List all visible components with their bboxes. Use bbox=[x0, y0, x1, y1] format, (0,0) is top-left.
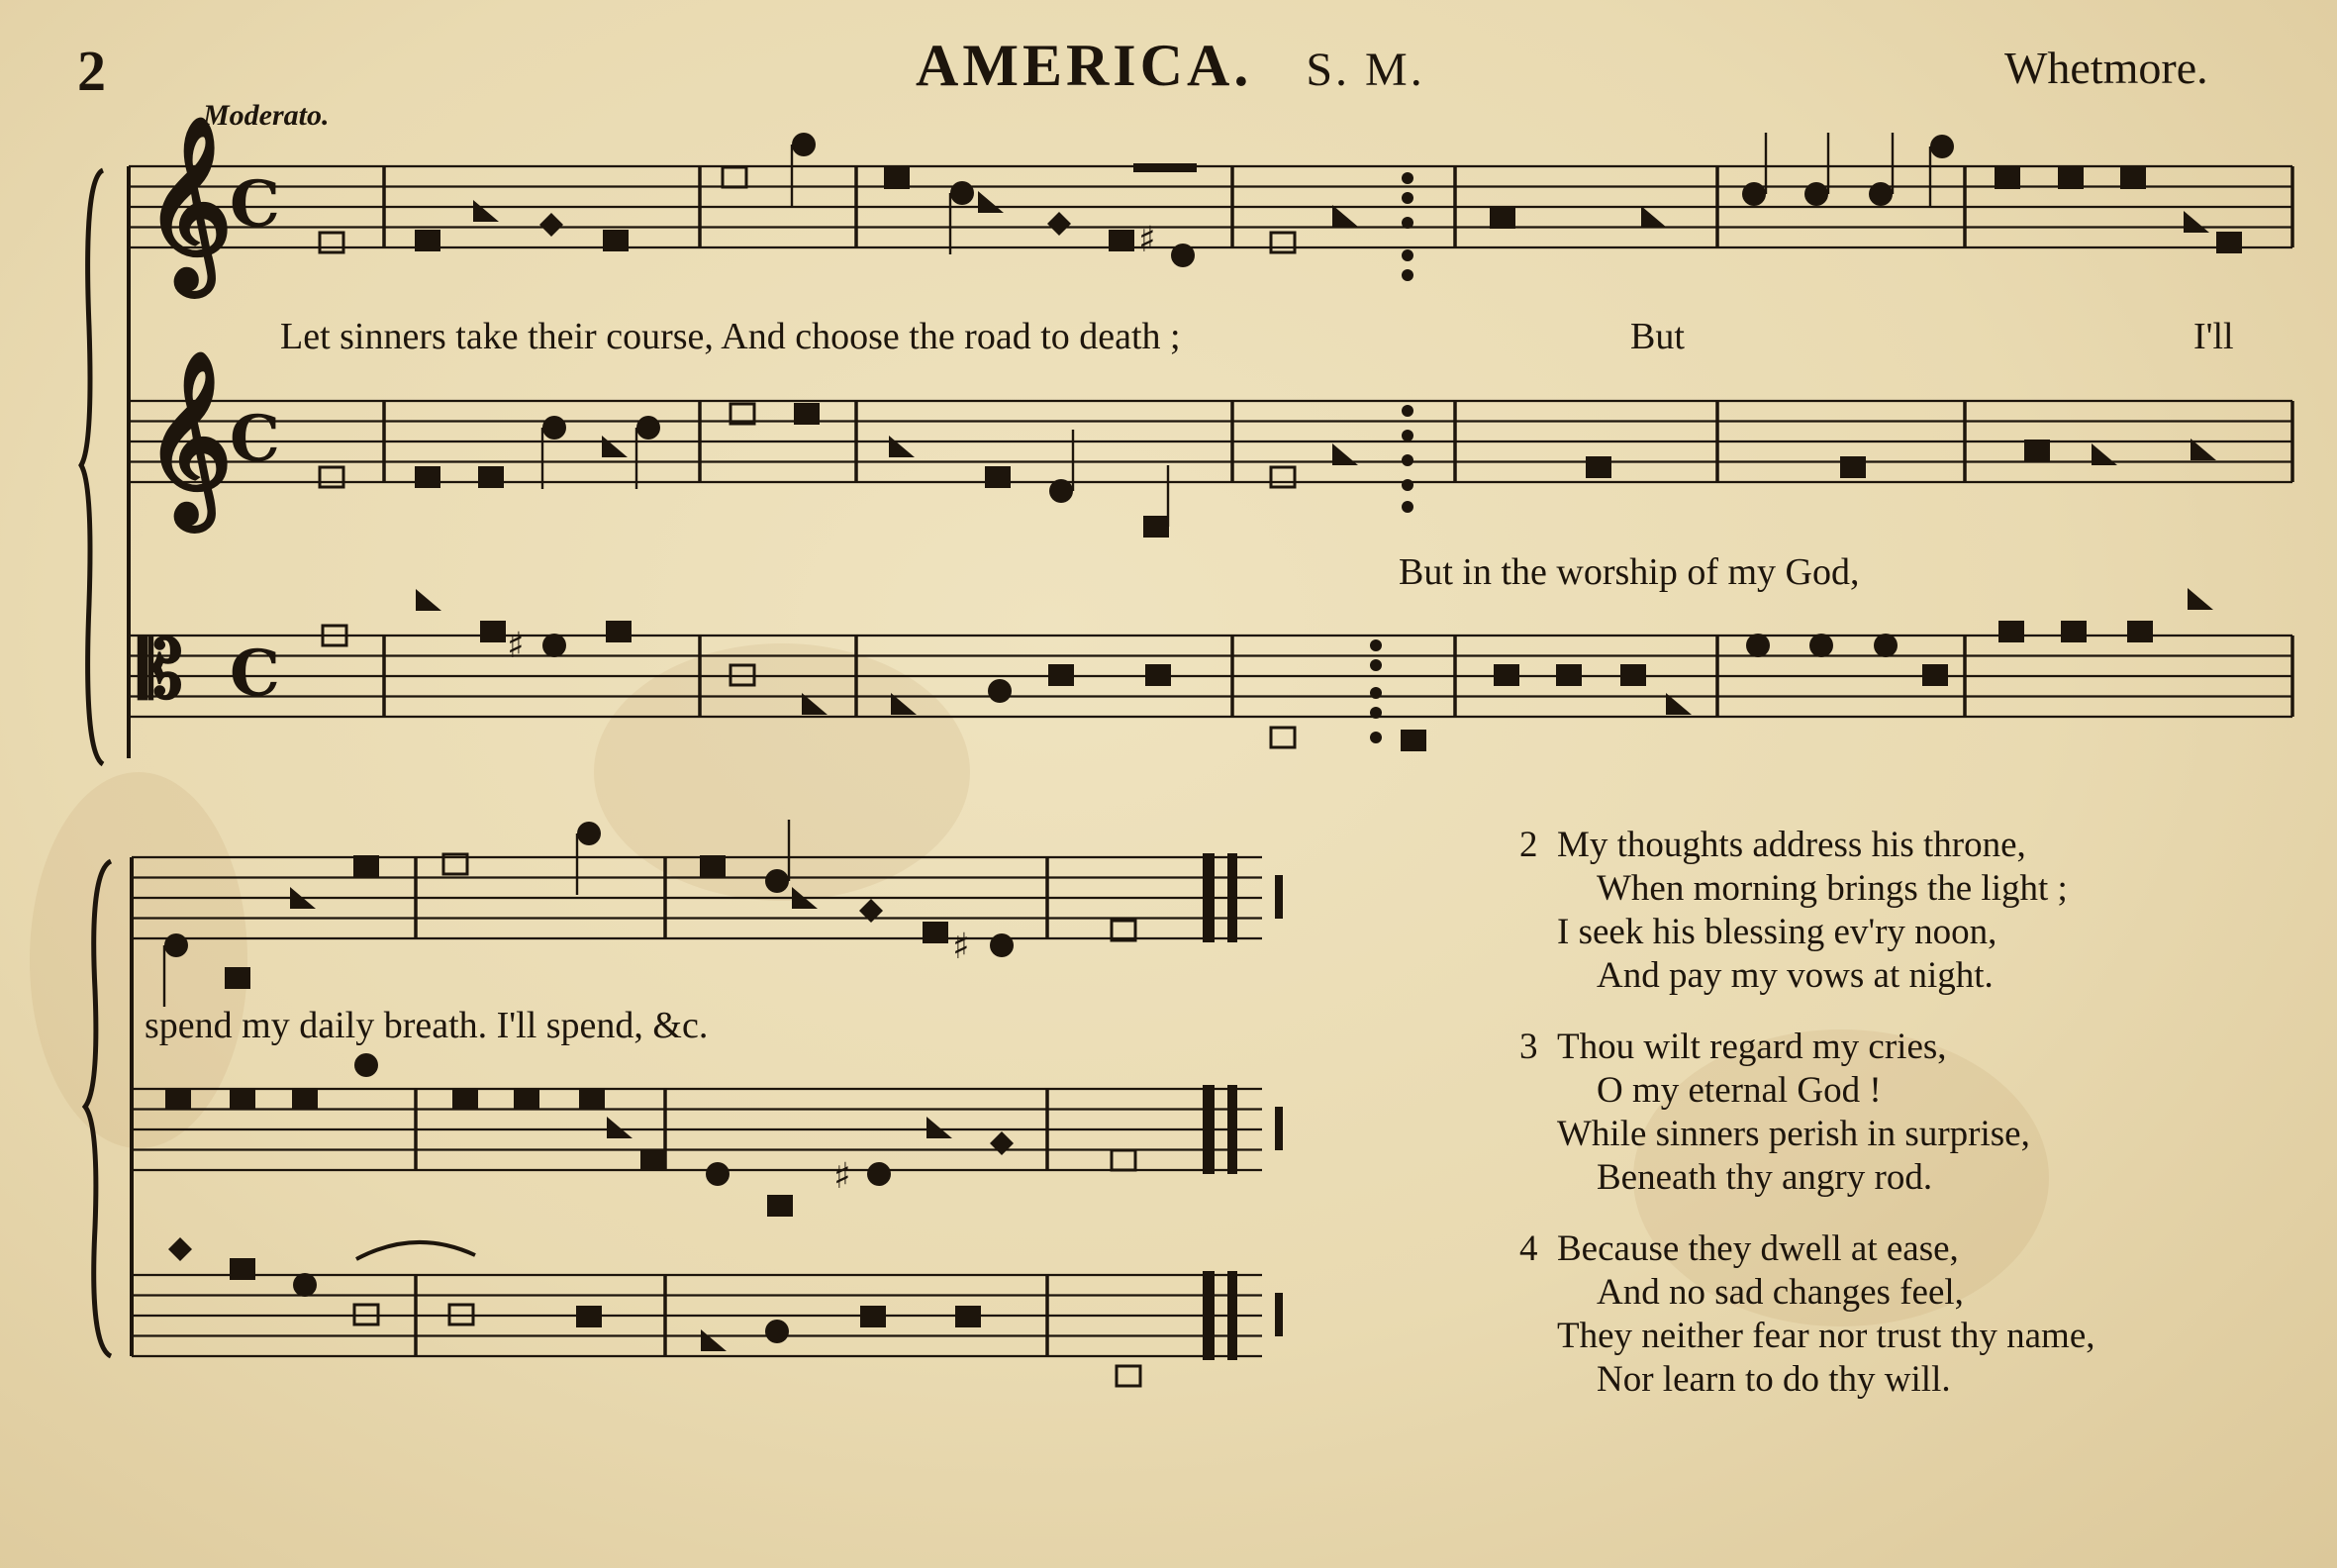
note bbox=[990, 1131, 1014, 1155]
note-beam bbox=[1133, 163, 1197, 172]
note bbox=[723, 167, 746, 187]
note bbox=[168, 1237, 192, 1261]
lyric-line-1-ill: I'll bbox=[2193, 316, 2234, 357]
sharp-sign: ♯ bbox=[833, 1155, 851, 1197]
tune-title: AMERICA. bbox=[916, 33, 1253, 98]
repeat-dot bbox=[1370, 639, 1382, 651]
note bbox=[353, 855, 379, 877]
note bbox=[2127, 621, 2153, 642]
note bbox=[636, 416, 660, 440]
note bbox=[1742, 182, 1766, 206]
repeat-dot bbox=[1370, 707, 1382, 719]
note bbox=[988, 679, 1012, 703]
time-signature: C bbox=[230, 402, 280, 476]
note bbox=[2120, 167, 2146, 189]
note bbox=[225, 967, 250, 989]
verse-3 bbox=[1519, 1026, 2095, 1200]
note bbox=[478, 466, 504, 488]
note bbox=[706, 1162, 730, 1186]
note bbox=[230, 1258, 255, 1280]
treble-clef-icon: 𝄞 bbox=[145, 349, 233, 524]
verse-number: 2 bbox=[1519, 825, 1538, 865]
note bbox=[955, 1306, 981, 1327]
lyric-line-3: spend my daily breath. I'll spend, &c. bbox=[145, 1005, 709, 1046]
repeat-dot bbox=[1370, 659, 1382, 671]
note bbox=[577, 822, 601, 845]
note bbox=[1271, 233, 1295, 252]
verse-line: Thou wilt regard my cries, bbox=[1557, 1027, 1947, 1067]
note bbox=[164, 933, 188, 957]
repeat-dot bbox=[1402, 192, 1413, 204]
note bbox=[320, 467, 343, 487]
verse-number: 3 bbox=[1519, 1027, 1538, 1067]
note bbox=[1620, 664, 1646, 686]
composer-name: Whetmore. bbox=[2004, 43, 2208, 93]
note bbox=[1048, 664, 1074, 686]
note bbox=[1109, 230, 1134, 251]
note bbox=[293, 1273, 317, 1297]
repeat-dot bbox=[1402, 172, 1413, 184]
note bbox=[473, 200, 499, 222]
verse-line: Beneath thy angry rod. bbox=[1597, 1157, 1933, 1198]
note bbox=[1143, 516, 1169, 538]
repeat-dot bbox=[1402, 249, 1413, 261]
note bbox=[700, 855, 726, 877]
sharp-sign: ♯ bbox=[952, 926, 970, 967]
note bbox=[1809, 634, 1833, 657]
note bbox=[2061, 621, 2087, 642]
note bbox=[889, 436, 915, 457]
note bbox=[606, 621, 632, 642]
system2-brace bbox=[85, 861, 111, 1356]
verse-line: And no sad changes feel, bbox=[1597, 1272, 1964, 1313]
note bbox=[607, 1117, 633, 1138]
verses-block bbox=[1519, 824, 2095, 1429]
note bbox=[1490, 207, 1515, 229]
note bbox=[2058, 167, 2084, 189]
note bbox=[794, 403, 820, 425]
repeat-dot bbox=[1402, 430, 1413, 441]
note bbox=[1171, 244, 1195, 267]
note bbox=[1271, 728, 1295, 747]
treble-clef-icon: 𝄞 bbox=[145, 115, 233, 289]
note bbox=[2188, 588, 2213, 610]
verse-line: My thoughts address his throne, bbox=[1557, 825, 2026, 865]
note bbox=[2184, 211, 2209, 233]
note bbox=[1922, 664, 1948, 686]
note bbox=[1998, 621, 2024, 642]
note bbox=[1641, 206, 1667, 228]
verse-line: And pay my vows at night. bbox=[1597, 955, 1994, 996]
repeat-dot bbox=[1370, 687, 1382, 699]
note bbox=[990, 933, 1014, 957]
note bbox=[480, 621, 506, 642]
note bbox=[576, 1306, 602, 1327]
note bbox=[1145, 664, 1171, 686]
note bbox=[2216, 232, 2242, 253]
note bbox=[452, 1088, 478, 1110]
final-double-bar bbox=[1203, 853, 1215, 942]
note bbox=[415, 466, 440, 488]
note bbox=[1995, 167, 2020, 189]
note bbox=[1556, 664, 1582, 686]
note bbox=[1271, 467, 1295, 487]
note bbox=[603, 230, 629, 251]
final-double-bar bbox=[1203, 1085, 1215, 1174]
slur bbox=[356, 1242, 475, 1259]
note bbox=[985, 466, 1011, 488]
note bbox=[950, 181, 974, 205]
lyric-line-1: Let sinners take their course, And choose the road to death ; bbox=[280, 316, 1181, 357]
note bbox=[1047, 212, 1071, 236]
repeat-dot bbox=[1402, 501, 1413, 513]
note bbox=[1874, 634, 1898, 657]
sharp-sign: ♯ bbox=[1138, 219, 1156, 260]
note bbox=[1494, 664, 1519, 686]
note bbox=[978, 191, 1004, 213]
repeat-dot bbox=[1402, 217, 1413, 229]
note bbox=[1746, 634, 1770, 657]
note bbox=[542, 416, 566, 440]
note bbox=[1804, 182, 1828, 206]
repeat-dot bbox=[1402, 269, 1413, 281]
note bbox=[415, 230, 440, 251]
final-double-bar bbox=[1227, 1085, 1237, 1174]
time-signature: C bbox=[230, 637, 280, 711]
page-number: 2 bbox=[77, 39, 106, 103]
note bbox=[1930, 135, 1954, 158]
final-bar-mark bbox=[1275, 1293, 1283, 1336]
note bbox=[230, 1088, 255, 1110]
note bbox=[860, 1306, 886, 1327]
note bbox=[416, 589, 441, 611]
tune-meter: S. M. bbox=[1306, 44, 1425, 96]
note bbox=[884, 167, 910, 189]
note bbox=[767, 1195, 793, 1217]
sharp-sign: ♯ bbox=[507, 625, 525, 666]
verse-line: Because they dwell at ease, bbox=[1557, 1228, 1959, 1269]
note bbox=[1332, 205, 1358, 227]
note bbox=[2024, 440, 2050, 461]
verse-line: I seek his blessing ev'ry noon, bbox=[1557, 912, 1997, 952]
final-bar-mark bbox=[1275, 1107, 1283, 1150]
verse-number: 4 bbox=[1519, 1228, 1538, 1269]
note bbox=[1869, 182, 1893, 206]
final-bar-mark bbox=[1275, 875, 1283, 919]
note bbox=[792, 133, 816, 156]
note bbox=[1117, 1366, 1140, 1386]
note bbox=[320, 233, 343, 252]
verse-4 bbox=[1519, 1227, 2095, 1402]
note bbox=[1332, 443, 1358, 465]
note bbox=[765, 869, 789, 893]
verse-line: Nor learn to do thy will. bbox=[1597, 1359, 1951, 1400]
repeat-dot bbox=[1370, 732, 1382, 743]
note bbox=[640, 1149, 666, 1171]
c-clef-icon: 𝄡 bbox=[139, 623, 183, 716]
note bbox=[923, 922, 948, 943]
final-double-bar bbox=[1227, 853, 1237, 942]
note bbox=[867, 1162, 891, 1186]
repeat-dot bbox=[1402, 405, 1413, 417]
note bbox=[292, 1088, 318, 1110]
lyric-line-1-but: But bbox=[1630, 316, 1685, 357]
note bbox=[602, 436, 628, 457]
note bbox=[1049, 479, 1073, 503]
system1-brace bbox=[81, 170, 103, 764]
tempo-marking: Moderato. bbox=[203, 99, 330, 132]
repeat-dot bbox=[1402, 454, 1413, 466]
verse-line: O my eternal God ! bbox=[1597, 1070, 1882, 1111]
time-signature: C bbox=[230, 167, 280, 242]
note bbox=[542, 634, 566, 657]
note bbox=[926, 1117, 952, 1138]
verse-line: When morning brings the light ; bbox=[1597, 868, 2068, 909]
note bbox=[701, 1329, 727, 1351]
note bbox=[1401, 730, 1426, 751]
final-double-bar bbox=[1227, 1271, 1237, 1360]
note bbox=[1112, 1150, 1135, 1170]
verse-line: While sinners perish in surprise, bbox=[1557, 1114, 2030, 1154]
note bbox=[165, 1088, 191, 1110]
repeat-dot bbox=[1402, 479, 1413, 491]
note bbox=[1840, 456, 1866, 478]
verse-line: They neither fear nor trust thy name, bbox=[1557, 1316, 2095, 1356]
note bbox=[579, 1088, 605, 1110]
lyric-line-2: But in the worship of my God, bbox=[1399, 551, 1860, 593]
final-double-bar bbox=[1203, 1271, 1215, 1360]
note bbox=[539, 213, 563, 237]
note bbox=[1586, 456, 1611, 478]
verse-2 bbox=[1519, 824, 2095, 998]
note bbox=[354, 1053, 378, 1077]
note bbox=[765, 1320, 789, 1343]
note bbox=[514, 1088, 539, 1110]
